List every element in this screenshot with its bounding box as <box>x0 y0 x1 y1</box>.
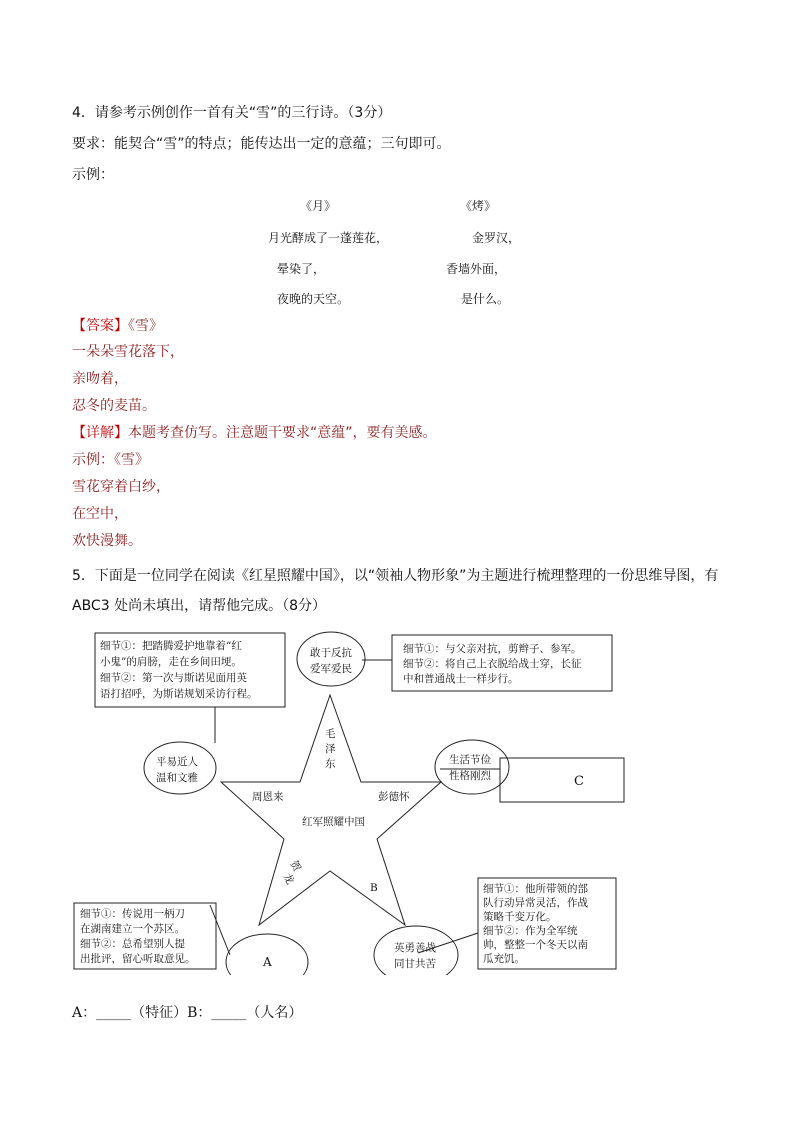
detail-text: 语打招呼，为斯诺规划采访行程。 <box>100 688 258 700</box>
answer-line: 亲吻着， <box>72 371 128 387</box>
q5-answer-line: A：_____（特征）B：_____（人名） <box>72 1005 303 1021</box>
answer-line: 忍冬的麦苗。 <box>72 398 156 414</box>
detail-text: 细节②：将自己上衣脱给战士穿，长征 <box>403 658 582 670</box>
star-label-bottomleft: 贺 <box>287 858 304 874</box>
poem2-line: 香墙外面， <box>446 262 507 276</box>
detail-text: 细节②：总希望别人提 <box>80 938 185 950</box>
star-label-top: 东 <box>325 758 336 770</box>
star-center-label: 红军照耀中国 <box>302 816 365 828</box>
answer-tag: 【答案】 <box>72 318 128 334</box>
answer-line: 一朵朵雪花落下， <box>72 344 184 360</box>
example2-line: 雪花穿着白纱， <box>72 479 170 495</box>
trait-text: 爱军爱民 <box>310 663 352 675</box>
detail-text: 出批评，留心听取意见。 <box>80 953 196 965</box>
poem2-line: 是什么。 <box>461 292 510 306</box>
q4-example-label: 示例： <box>72 167 114 183</box>
trait-text: 敢于反抗 <box>310 647 352 659</box>
star-label-right: 彭德怀 <box>378 791 410 803</box>
q5-title-line1: 5．下面是一位同学在阅读《红星照耀中国》，以“领袖人物形象”为主题进行梳理整理的一份思维导图，有 <box>72 568 719 584</box>
detail-text: 中和普通战士一样步行。 <box>403 673 519 685</box>
detail-text: 小鬼”的肩膀，走在乡间田埂。 <box>100 656 242 668</box>
detail-text: 细节②：作为全军统 <box>483 925 578 937</box>
star-label-left: 周恩来 <box>252 791 284 803</box>
detail-text: 细节①：他所带领的部 <box>483 883 588 895</box>
answer-placeholder-a: A <box>263 955 272 969</box>
trait-text: 温和文雅 <box>156 772 198 784</box>
poem1-line: 月光酵成了一蓬莲花， <box>268 231 389 245</box>
poem1-line: 夜晚的天空。 <box>277 292 350 306</box>
poem2-title: 《烤》 <box>460 199 497 213</box>
mind-map-diagram <box>60 625 630 975</box>
q4-requirement: 要求：能契合“雪”的特点；能传达出一定的意蕴；三句即可。 <box>72 136 451 152</box>
trait-text: 生活节俭 <box>449 754 491 766</box>
detail-text: 策略千变万化。 <box>483 911 557 923</box>
trait-text: 性格刚烈 <box>449 770 491 782</box>
detail-text: 细节①：与父亲对抗，剪辫子、参军。 <box>403 643 582 655</box>
answer-placeholder-b: B <box>370 882 378 894</box>
answer-box-c <box>500 758 624 802</box>
example2-line: 在空中， <box>72 506 128 522</box>
trait-circle-left <box>144 742 216 794</box>
answer-placeholder-c: C <box>574 774 584 789</box>
detail-text: 在湖南建立一个苏区。 <box>80 923 185 935</box>
poem1-title: 《月》 <box>300 199 337 213</box>
example2-label: 示例：《雪》 <box>72 452 149 468</box>
detail-text: 细节①：把踏腾爱护地靠着“红 <box>100 640 242 652</box>
trait-text: 英勇善战 <box>394 942 436 954</box>
answer-title: 《雪》 <box>128 318 163 334</box>
trait-text: 平易近人 <box>156 756 198 768</box>
detail-text: 细节①：传说用一柄刀 <box>80 908 185 920</box>
star-label-top: 泽 <box>325 743 336 755</box>
detail-text: 细节②：第一次与斯诺见面用英 <box>100 672 247 684</box>
trait-circle-right <box>435 740 509 794</box>
detail-text: 本题考查仿写。注意题干要求“意蕴”，要有美感。 <box>128 425 437 441</box>
q5-title-line2: ABC3 处尚未填出，请帮他完成。（8分） <box>72 598 326 614</box>
detail-text: 瓜充饥。 <box>483 953 525 965</box>
example2-line: 欢快漫舞。 <box>72 533 142 549</box>
poem1-line: 晕染了， <box>277 262 326 276</box>
detail-heading <box>72 423 437 443</box>
detail-text: 帅，整整一个冬天以南 <box>483 939 588 951</box>
star-label-top: 毛 <box>325 728 336 740</box>
trait-text: 同甘共苦 <box>394 958 436 970</box>
q4-title: 4．请参考示例创作一首有关“雪”的三行诗。（3分） <box>72 105 392 121</box>
trait-circle-top <box>297 632 365 686</box>
detail-text: 队行动异常灵活，作战 <box>483 897 588 909</box>
answer-heading <box>72 316 163 336</box>
star-label-bottomleft: 龙 <box>280 871 297 887</box>
detail-tag: 【详解】 <box>72 425 128 441</box>
poem2-line: 金罗汉， <box>472 231 521 245</box>
